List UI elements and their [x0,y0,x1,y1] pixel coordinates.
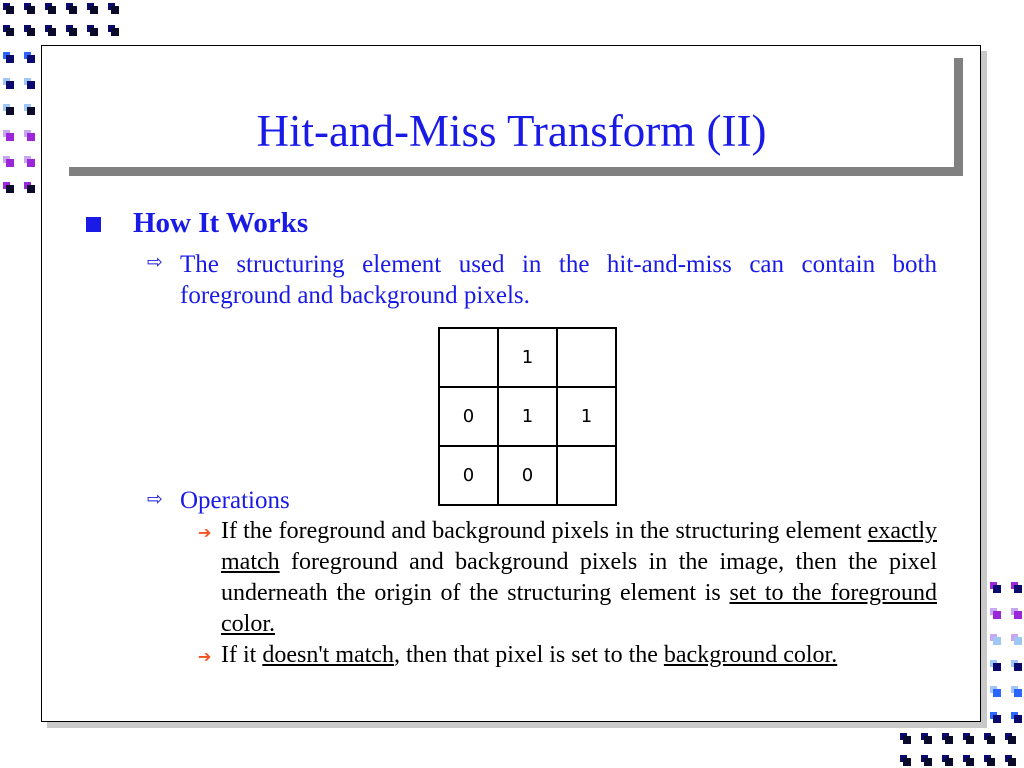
decorative-square [921,755,932,766]
operations-label: Operations [180,487,290,514]
paragraph-structuring-element: The structuring element used in the hit-and-miss can contain both foreground and background pixels. [180,251,937,309]
rule-exact-match: If the foreground and background pixels in the structuring element exactly match foreground and background pixels in the image, then the pixel underneath the origin of the structuring element is set to the foreground color. [221,518,937,637]
decorative-square [45,3,56,14]
decorative-square [1011,634,1022,645]
decorative-square [1011,686,1022,697]
decorative-square [990,582,1001,593]
decorative-square [87,25,98,36]
decorative-square [45,25,56,36]
title-bar [69,58,963,176]
decorative-square [1005,755,1016,766]
decorative-square [984,755,995,766]
grid-cell: 1 [557,387,616,446]
grid-cell: 1 [498,328,557,387]
decorative-square [3,156,14,167]
hollow-arrow-icon: ⇨ [147,251,163,273]
decorative-square [990,712,1001,723]
decorative-square [990,686,1001,697]
decorative-square [3,52,14,63]
decorative-square [3,182,14,193]
decorative-square [24,156,35,167]
decorative-square [24,104,35,115]
decorative-square [990,660,1001,671]
slide [41,45,981,722]
decorative-square [3,25,14,36]
decorative-square [942,755,953,766]
decorative-square [3,130,14,141]
slide-title: Hit-and-Miss Transform (II) [256,106,767,156]
decorative-square [921,733,932,744]
rule-no-match: If it doesn't match, then that pixel is set to the background color. [221,642,838,668]
decorative-square [24,25,35,36]
grid-cell: 0 [498,446,557,505]
grid-cell: 1 [498,387,557,446]
decorative-square [66,25,77,36]
decorative-square [108,25,119,36]
decorative-square [984,733,995,744]
decorative-square [3,78,14,89]
decorative-square [963,755,974,766]
grid-cell: 0 [439,387,498,446]
decorative-square [3,3,14,14]
decorative-square [87,3,98,14]
decorative-square [1011,582,1022,593]
heading-how-it-works: How It Works [133,207,309,239]
decorative-square [1011,608,1022,619]
grid-cell [439,328,498,387]
grid-cell: 0 [439,446,498,505]
decorative-square [24,52,35,63]
decorative-square [108,3,119,14]
grid-row [439,387,616,446]
grid-cell [557,328,616,387]
grid-cell [557,446,616,505]
structuring-element-grid [438,327,617,506]
decorative-square [1011,712,1022,723]
decorative-square [942,733,953,744]
hollow-arrow-icon: ⇨ [147,488,163,510]
decorative-square [24,130,35,141]
decorative-square [990,608,1001,619]
grid-row [439,446,616,505]
decorative-square [900,733,911,744]
decorative-square [24,3,35,14]
decorative-square [1005,733,1016,744]
red-arrow-icon: ➔ [198,647,212,666]
grid-row [439,328,616,387]
decorative-square [900,755,911,766]
square-bullet-icon [86,217,101,232]
decorative-square [963,733,974,744]
decorative-square [3,104,14,115]
decorative-square [1011,660,1022,671]
decorative-square [990,634,1001,645]
decorative-square [24,78,35,89]
red-arrow-icon: ➔ [198,523,212,542]
decorative-square [66,3,77,14]
decorative-square [24,182,35,193]
